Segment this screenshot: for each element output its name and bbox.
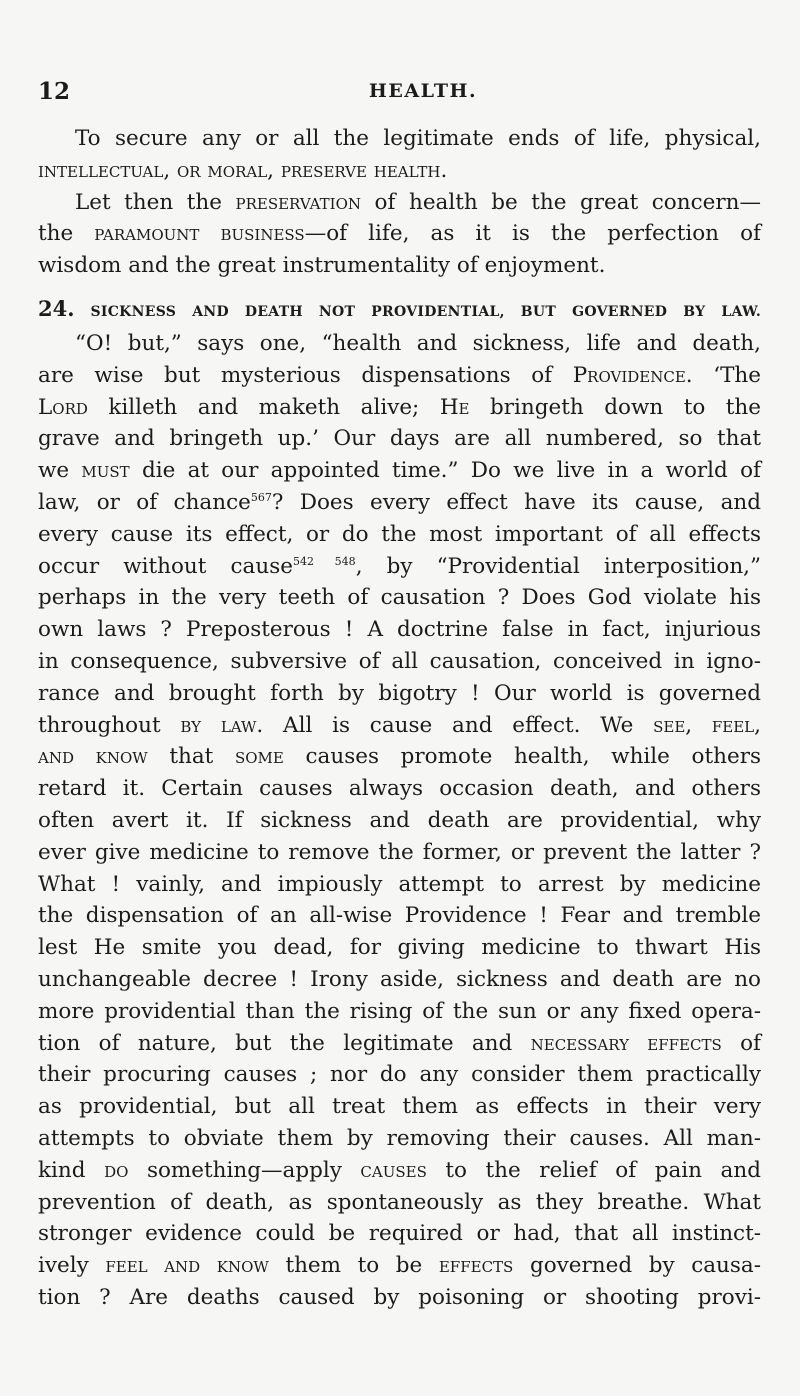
text-line: lest He smite you dead, for giving medicine to thwart His (38, 935, 761, 961)
text-line: wisdom and the great instrumentality of enjoyment. (38, 253, 606, 279)
section-number: 24. (38, 295, 75, 321)
emphasis-span: effects (438, 1253, 514, 1279)
emphasis-span: and know (38, 744, 148, 770)
text-line: tion ? Are deaths caused by poisoning or shooting provi- (38, 1284, 761, 1310)
section-title: SICKNESS AND DEATH NOT PROVIDENTIAL, BUT GOVERNED BY LAW. (90, 303, 761, 320)
paragraph-intro (38, 123, 761, 282)
footnote-reference: 567 (250, 490, 272, 504)
text-line: To secure any or all the legitimate ends of life, physical, (75, 126, 761, 151)
emphasis-span: causes (360, 1157, 427, 1183)
text-span: ? Does every effect have its cause, and (271, 489, 761, 515)
text-span: die at our appointed time.” Do we live in a world of (141, 458, 761, 484)
text-line (38, 218, 761, 250)
emphasis-span: Lord (38, 394, 88, 420)
section-heading (38, 294, 761, 324)
footnote-reference: 542 548 (292, 554, 356, 568)
text-span: ively (38, 1253, 89, 1279)
text-line: grave and bringeth up.’ Our days are all numbered, so that (38, 426, 761, 452)
emphasis-span: preservation (235, 189, 362, 215)
emphasis-span: see, feel, (653, 712, 761, 738)
text-line: stronger evidence could be required or had, that all instinct- (38, 1221, 761, 1247)
text-line: perhaps in the very teeth of causation ? Does God violate his (38, 585, 761, 611)
text-line: ever give medicine to remove the former, or prevent the latter ? (38, 839, 761, 865)
text-line: unchangeable decree ! Irony aside, sickness and death are no (38, 966, 761, 992)
text-line: retard it. Certain causes always occasion death, and others (38, 776, 761, 802)
page-header (38, 78, 758, 108)
emphasis-span: He (439, 394, 470, 420)
text-span: Let then the (75, 189, 222, 215)
text-span: law, or of chance (38, 489, 251, 515)
text-line: as providential, but all treat them as effects in their very (38, 1094, 761, 1120)
text-span: bringeth down to the (490, 394, 761, 420)
text-span: we (38, 458, 70, 484)
text-span: throughout (38, 712, 161, 738)
text-span: tion of nature, but the legitimate and (38, 1030, 513, 1056)
text-line: attempts to obviate them by removing their causes. All man- (38, 1125, 761, 1151)
emphasis-span: Providence. (572, 362, 693, 388)
text-line (38, 710, 761, 742)
text-span: of health be the great concern— (374, 189, 761, 215)
text-span: of (740, 1030, 762, 1056)
emphasis-span: must (81, 458, 130, 484)
text-span: to the relief of pain and (445, 1157, 761, 1183)
text-line (38, 155, 761, 187)
text-line (38, 1028, 761, 1060)
text-span: governed by causa- (529, 1253, 762, 1279)
text-span: the (38, 221, 74, 247)
text-line: What ! vainly, and impiously attempt to arrest by medicine (38, 871, 761, 897)
text-span: , by “Providential interposition,” (355, 553, 761, 579)
text-line: their procuring causes ; nor do any consider them practically (38, 1062, 761, 1088)
text-line (38, 487, 761, 519)
emphasis-span: paramount business (94, 221, 305, 247)
emphasis-span: necessary effects (530, 1030, 722, 1056)
text-line (38, 1250, 761, 1282)
text-line (38, 455, 761, 487)
text-line: every cause its effect, or do the most important of all effects (38, 521, 761, 547)
running-head: HEALTH. (368, 80, 478, 102)
text-span: ‘The (713, 362, 761, 388)
text-line: often avert it. If sickness and death are providential, why (38, 807, 761, 833)
text-span: All is cause and effect. We (283, 712, 634, 738)
text-line: “O! but,” says one, “health and sickness, life and death, (75, 330, 761, 356)
text-line: more providential than the rising of the sun or any fixed opera- (38, 998, 761, 1024)
text-span: that (169, 744, 214, 770)
text-line (38, 741, 761, 773)
emphasis-span: some (234, 744, 284, 770)
emphasis-span: feel and know (105, 1253, 269, 1279)
page-body (38, 123, 761, 1314)
text-line: rance and brought forth by bigotry ! Our world is governed (38, 680, 761, 706)
text-span: killeth and maketh alive; (108, 394, 420, 420)
paragraph-main (38, 328, 761, 1314)
text-line: prevention of death, as spontaneously as they breathe. What (38, 1189, 761, 1215)
emphasis-span: do (104, 1157, 129, 1183)
text-span: something—apply (146, 1157, 342, 1183)
text-line (38, 551, 761, 583)
text-span: causes promote health, while others (305, 744, 762, 770)
text-line: the dispensation of an all-wise Providence ! Fear and tremble (38, 903, 761, 929)
text-line (38, 1155, 761, 1187)
text-span: —of life, as it is the perfection of (304, 221, 761, 247)
text-span: occur without cause (38, 553, 293, 579)
text-line: own laws ? Preposterous ! A doctrine false in fact, injurious (38, 617, 761, 643)
text-line (38, 392, 761, 424)
page-number: 12 (38, 78, 71, 105)
emphasis-span: by law. (180, 712, 264, 738)
text-line: in consequence, subversive of all causation, conceived in igno- (38, 648, 761, 674)
text-span: are wise but mysterious dispensations of (38, 362, 553, 388)
text-span: them to be (285, 1253, 423, 1279)
text-span: kind (38, 1157, 86, 1183)
text-line (38, 360, 761, 392)
text-span: intellectual, or moral, preserve health. (38, 157, 448, 183)
text-line (38, 187, 761, 219)
